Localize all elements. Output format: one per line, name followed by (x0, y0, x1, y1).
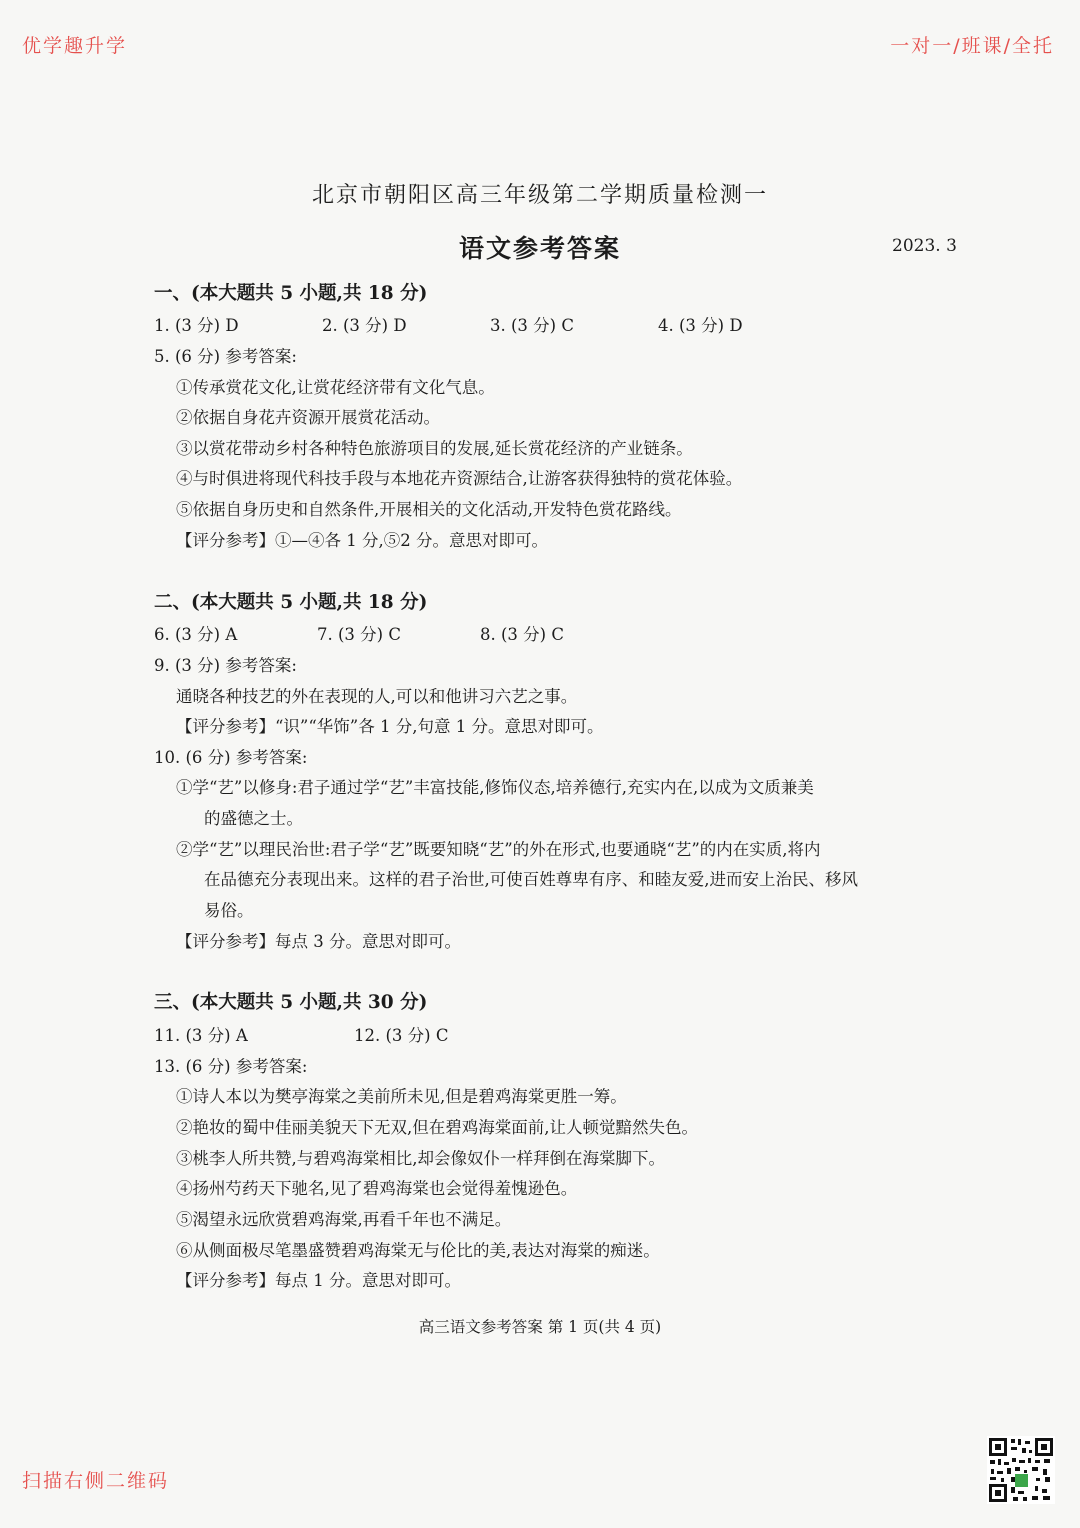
section3-heading: 三、(本大题共 5 小题,共 30 分) (154, 992, 428, 1013)
q9-label: 9. (3 分) 参考答案: (154, 656, 297, 675)
answer-q4: 4. (3 分) D (658, 316, 743, 335)
answer-q1: 1. (3 分) D (154, 316, 239, 335)
q10-point-2-line-2: 在品德充分表现出来。这样的君子治世,可使百姓尊卑有序、和睦友爱,进而安上治民、移风 (204, 870, 858, 889)
answer-q2: 2. (3 分) D (322, 316, 407, 335)
q10-scoring: 【评分参考】每点 3 分。意思对即可。 (176, 932, 461, 951)
q5-scoring: 【评分参考】①—④各 1 分,⑤2 分。意思对即可。 (176, 531, 548, 550)
q10-label: 10. (6 分) 参考答案: (154, 748, 308, 767)
q5-point-1: ①传承赏花文化,让赏花经济带有文化气息。 (176, 378, 495, 397)
page-title: 北京市朝阳区高三年级第二学期质量检测一 (311, 183, 768, 208)
q13-label: 13. (6 分) 参考答案: (154, 1057, 308, 1076)
q10-point-2-line-3: 易俗。 (204, 901, 254, 920)
qr-code-icon[interactable] (987, 1436, 1055, 1504)
answer-q12: 12. (3 分) C (354, 1026, 449, 1045)
q9-scoring: 【评分参考】“识”“华饰”各 1 分,句意 1 分。意思对即可。 (176, 717, 604, 736)
q13-point-5: ⑤渴望永远欣赏碧鸡海棠,再看千年也不满足。 (176, 1210, 512, 1229)
q13-scoring: 【评分参考】每点 1 分。意思对即可。 (176, 1271, 461, 1290)
answer-q11: 11. (3 分) A (154, 1026, 248, 1045)
section1-choice-answers (154, 314, 743, 338)
q5-point-2: ②依据自身花卉资源开展赏花活动。 (176, 408, 440, 427)
watermark-top-left: 优学趣升学 (22, 35, 128, 57)
section2-heading: 二、(本大题共 5 小题,共 18 分) (154, 592, 428, 613)
exam-date: 2023. 3 (892, 236, 957, 256)
section3-choice-answers (154, 1024, 448, 1048)
answer-q6: 6. (3 分) A (154, 625, 238, 644)
answer-q3: 3. (3 分) C (490, 316, 574, 335)
q5-label: 5. (6 分) 参考答案: (154, 347, 297, 366)
q10-point-1-line-1: ①学“艺”以修身:君子通过学“艺”丰富技能,修饰仪态,培养德行,充实内在,以成为文质兼美 (176, 778, 814, 797)
q10-point-2-line-1: ②学“艺”以理民治世:君子学“艺”既要知晓“艺”的外在形式,也要通晓“艺”的内在实质,将内 (176, 840, 821, 859)
q13-point-2: ②艳妆的蜀中佳丽美貌天下无双,但在碧鸡海棠面前,让人顿觉黯然失色。 (176, 1118, 698, 1137)
q13-point-6: ⑥从侧面极尽笔墨盛赞碧鸡海棠无与伦比的美,表达对海棠的痴迷。 (176, 1241, 660, 1260)
answer-q7: 7. (3 分) C (317, 625, 401, 644)
q10-point-1-line-2: 的盛德之士。 (204, 809, 303, 828)
q9-answer: 通晓各种技艺的外在表现的人,可以和他讲习六艺之事。 (176, 687, 578, 706)
q5-point-4: ④与时俱进将现代科技手段与本地花卉资源结合,让游客获得独特的赏花体验。 (176, 469, 743, 488)
q13-point-3: ③桃李人所共赞,与碧鸡海棠相比,却会像奴仆一样拜倒在海棠脚下。 (176, 1149, 665, 1168)
watermark-top-right: 一对一/班课/全托 (890, 35, 1054, 57)
page-footer: 高三语文参考答案 第 1 页(共 4 页) (418, 1318, 662, 1336)
section1-heading: 一、(本大题共 5 小题,共 18 分) (154, 283, 428, 304)
q13-point-1: ①诗人本以为樊亭海棠之美前所未见,但是碧鸡海棠更胜一筹。 (176, 1087, 627, 1106)
q5-point-3: ③以赏花带动乡村各种特色旅游项目的发展,延长赏花经济的产业链条。 (176, 439, 693, 458)
q13-point-4: ④扬州芍药天下驰名,见了碧鸡海棠也会觉得羞愧逊色。 (176, 1179, 578, 1198)
answer-q8: 8. (3 分) C (480, 625, 564, 644)
page-subtitle: 语文参考答案 (458, 234, 621, 263)
watermark-bottom-left: 扫描右侧二维码 (22, 1470, 170, 1492)
q5-point-5: ⑤依据自身历史和自然条件,开展相关的文化活动,开发特色赏花路线。 (176, 500, 682, 519)
section2-choice-answers (154, 623, 564, 647)
